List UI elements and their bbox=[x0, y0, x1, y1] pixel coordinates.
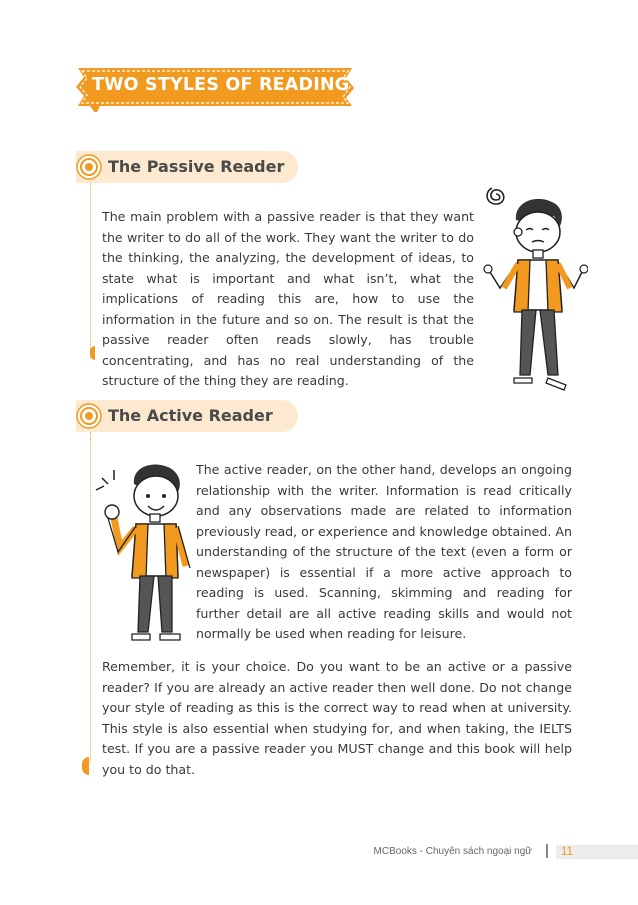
passive-reader-illustration bbox=[478, 180, 588, 395]
page-number: 11 bbox=[560, 844, 574, 858]
footer-separator bbox=[546, 844, 548, 858]
target-icon bbox=[76, 403, 102, 429]
section-heading-active bbox=[76, 400, 298, 432]
section-guide-line bbox=[90, 432, 91, 762]
target-icon bbox=[76, 154, 102, 180]
conclusion-paragraph: Remember, it is your choice. Do you want to be an active or a passive reader? If you are already an active reader then well done. Do not change your style of reading as this is the correct way to read when at university. This style is also essential when studying for, and when taking, the IELTS test. If you are a passive reader you MUST change and this book will help you to do that. bbox=[102, 659, 572, 777]
footer-publisher: MCBooks - Chuyên sách ngoại ngữ bbox=[373, 846, 532, 857]
section-heading-text: The Passive Reader bbox=[108, 157, 285, 176]
active-reader-illustration bbox=[92, 456, 192, 646]
active-reader-paragraph: The active reader, on the other hand, develops an ongoing relationship with the writer. Information is read critically and any observations made are related to information previously read, or experience and knowledge obtained. An understanding of the structure of the text (even a form or newspaper) is essential if a more active approach to reading is used. Scanning, skimming and reading for further detail are all active reading skills and would not normally be used when reading for leisure. bbox=[196, 462, 572, 641]
paragraph-tab-marker bbox=[82, 757, 89, 775]
passive-reader-paragraph: The main problem with a passive reader is that they want the writer to do all of the work. They want the writer to do the thinking, the analyzing, the development of ideas, to state what is important and what isn’t, what the implications of reading this are, how to use the information in the future and so on. The result is that the passive reader often reads slowly, has trouble concentrating, and has no real understanding of the structure of the thing they are reading. bbox=[102, 209, 474, 388]
paragraph-tab-marker bbox=[90, 346, 95, 360]
section-heading-passive bbox=[76, 151, 298, 183]
title-banner bbox=[76, 66, 356, 108]
section-heading-text: The Active Reader bbox=[108, 406, 273, 425]
page-title: TWO STYLES OF READING bbox=[92, 75, 350, 95]
section-guide-line bbox=[90, 183, 91, 353]
